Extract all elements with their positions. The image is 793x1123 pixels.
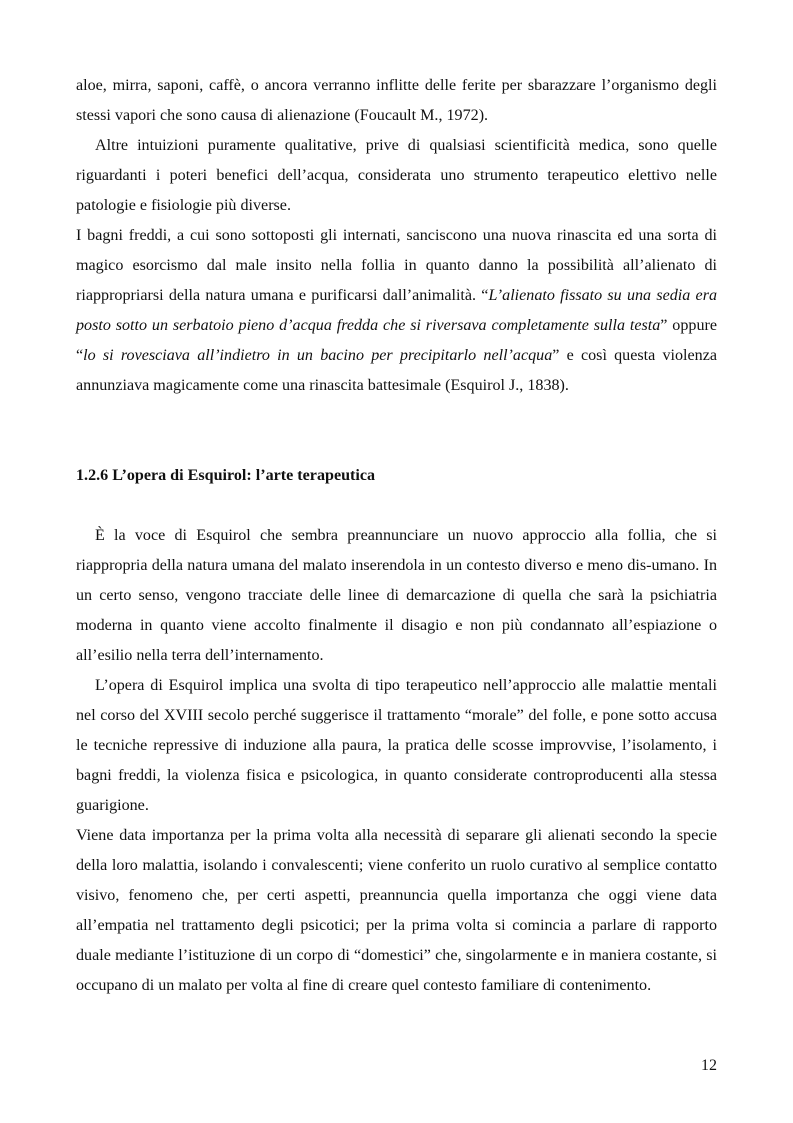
cold-baths-text-2: ” oppure “ bbox=[76, 317, 717, 364]
paragraph-separation: Viene data importanza per la prima volta alla necessità di separare gli alienati secondo la specie della loro malattia, isolando i convalescenti; viene conferito un ruolo curativo al semplice contatto visivo, fenomeno che, per certi aspetti, preannuncia quella importanza che oggi viene data all’empatia nel trattamento degli psicotici; per la prima volta si comincia a parlare di rapporto duale mediante l’istituzione di un corpo di “domestici” che, singolarmente e in maniera costante, si occupano di un malato per volta al fine di creare quel contesto familiare di contenimento. bbox=[76, 827, 717, 994]
page-number: 12 bbox=[701, 1057, 717, 1074]
quote-italic-2: lo si rovesciava all’indietro in un bacino per precipitarlo nell’acqua bbox=[83, 347, 553, 364]
cold-baths-text-3: ” e così questa violenza annunziava magicamente come una rinascita battesimale (Esquirol J., 1838). bbox=[76, 347, 717, 394]
body-text-block-bottom bbox=[76, 521, 717, 1001]
paragraph-water-remedies: Altre intuizioni puramente qualitative, prive di qualsiasi scientificità medica, sono quelle riguardanti i poteri benefici dell’acqua, considerata uno strumento terapeutico elettivo nelle patologie e fisiologie più diverse. bbox=[76, 137, 717, 214]
cold-baths-text-1: I bagni freddi, a cui sono sottoposti gli internati, sanciscono una nuova rinascita ed una sorta di magico esorcismo dal male insito nella follia in quanto danno la possibilità all’alienato di riappropriarsi della natura umana e purificarsi dall’animalità. “ bbox=[76, 227, 717, 304]
quote-italic-1: L’alienato fissato su una sedia era posto sotto un serbatoio pieno d’acqua fredda che si riversava completamente sulla testa bbox=[76, 287, 717, 334]
paragraph-esquirol-voice: È la voce di Esquirol che sembra preannunciare un nuovo approccio alla follia, che si riappropria della natura umana del malato inserendola in un contesto diverso e meno dis-umano. In un certo senso, vengono tracciate delle linee di demarcazione di quella che sarà la psichiatria moderna in quanto viene accolto finalmente il disagio e non più condannato all’espiazione o all’esilio nella terra dell’internamento. bbox=[76, 527, 717, 664]
section-heading: 1.2.6 L’opera di Esquirol: l’arte terapeutica bbox=[76, 467, 376, 484]
paragraph-continuation: aloe, mirra, saponi, caffè, o ancora verranno inflitte delle ferite per sbarazzare l’organismo degli stessi vapori che sono causa di alienazione (Foucault M., 1972). bbox=[76, 77, 717, 124]
paragraph-esquirol-work: L’opera di Esquirol implica una svolta di tipo terapeutico nell’approccio alle malattie mentali nel corso del XVIII secolo perché suggerisce il trattamento “morale” del folle, e pone sotto accusa le tecniche repressive di induzione alla paura, la pratica delle scosse improvvise, l’isolamento, i bagni freddi, la violenza fisica e psicologica, in quanto considerate controproducenti alla stessa guarigione. bbox=[76, 677, 717, 814]
paragraph-cold-baths bbox=[76, 221, 717, 401]
body-text-block-top bbox=[76, 71, 717, 401]
